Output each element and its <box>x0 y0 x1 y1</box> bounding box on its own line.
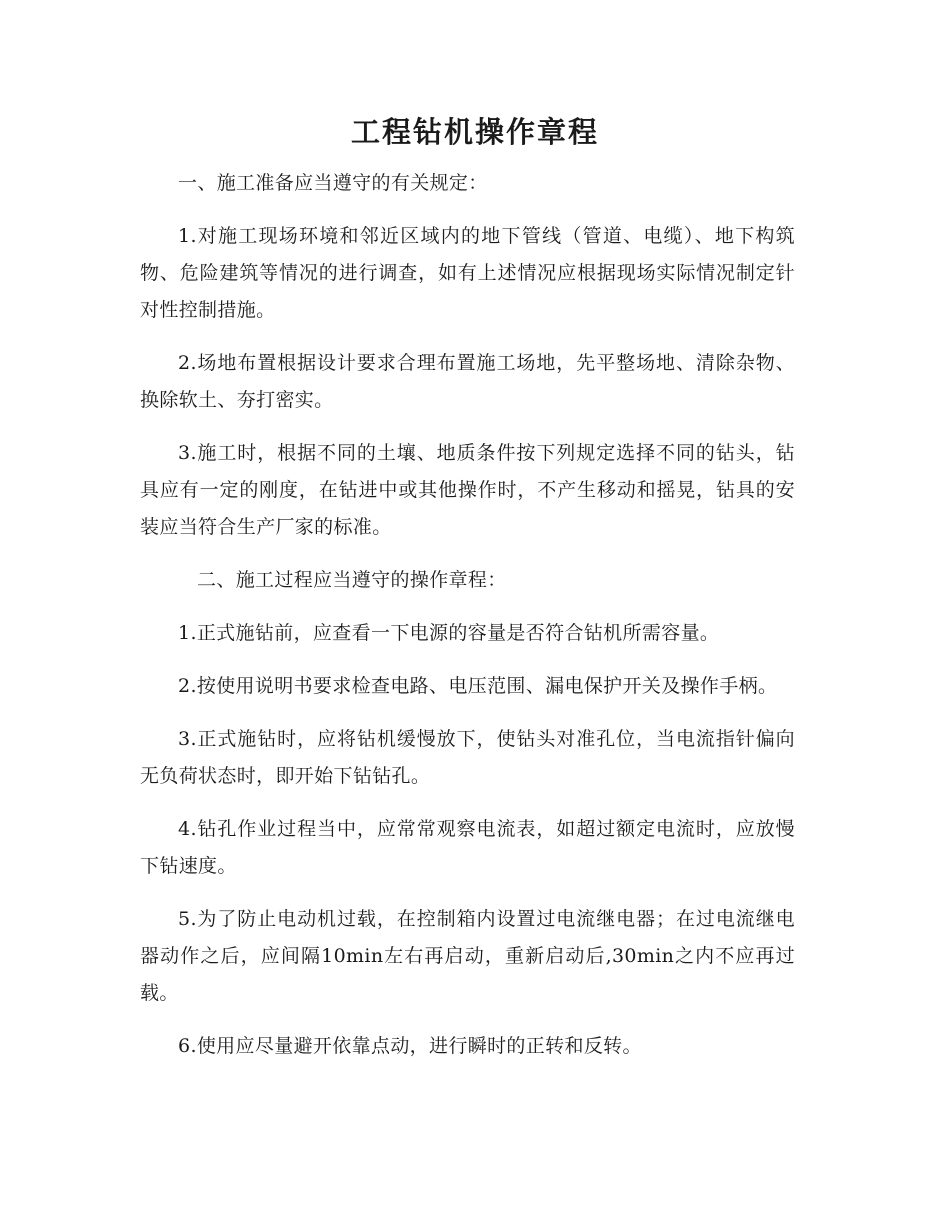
section-heading-1: 一、施工准备应当遵守的有关规定： <box>178 172 488 194</box>
paragraph-2-1: 1.正式施钻前，应查看一下电源的容量是否符合钻机所需容量。 <box>178 622 720 644</box>
document-title: 工程钻机操作章程 <box>350 115 599 149</box>
paragraph-1-2: 2.场地布置根据设计要求合理布置施工场地，先平整场地、清除杂物、换除软土、夯打密实。 <box>140 352 795 411</box>
paragraph-2-4: 4.钻孔作业过程当中，应常常观察电流表，如超过额定电流时，应放慢下钻速度。 <box>140 818 795 877</box>
paragraph-1-1: 1.对施工现场环境和邻近区域内的地下管线（管道、电缆）、地下构筑物、危险建筑等情况的进行调查，如有上述情况应根据现场实际情况制定针对性控制措施。 <box>140 225 795 321</box>
paragraph-1-3: 3.施工时，根据不同的土壤、地质条件按下列规定选择不同的钻头，钻具应有一定的刚度，在钻进中或其他操作时，不产生移动和摇晃，钻具的安装应当符合生产厂家的标准。 <box>140 442 795 538</box>
paragraph-2-3: 3.正式施钻时，应将钻机缓慢放下，使钻头对准孔位，当电流指针偏向无负荷状态时，即开始下钻钻孔。 <box>140 728 795 787</box>
paragraph-2-2: 2.按使用说明书要求检查电路、电压范围、漏电保护开关及操作手柄。 <box>178 675 778 697</box>
section-heading-2: 二、施工过程应当遵守的操作章程： <box>197 569 507 591</box>
paragraph-2-6: 6.使用应尽量避开依靠点动，进行瞬时的正转和反转。 <box>178 1035 642 1057</box>
paragraph-2-5: 5.为了防止电动机过载，在控制箱内设置过电流继电器；在过电流继电器动作之后，应间隔10min左右再启动，重新启动后,30min之内不应再过载。 <box>140 908 795 1004</box>
document-body <box>140 165 795 1081</box>
